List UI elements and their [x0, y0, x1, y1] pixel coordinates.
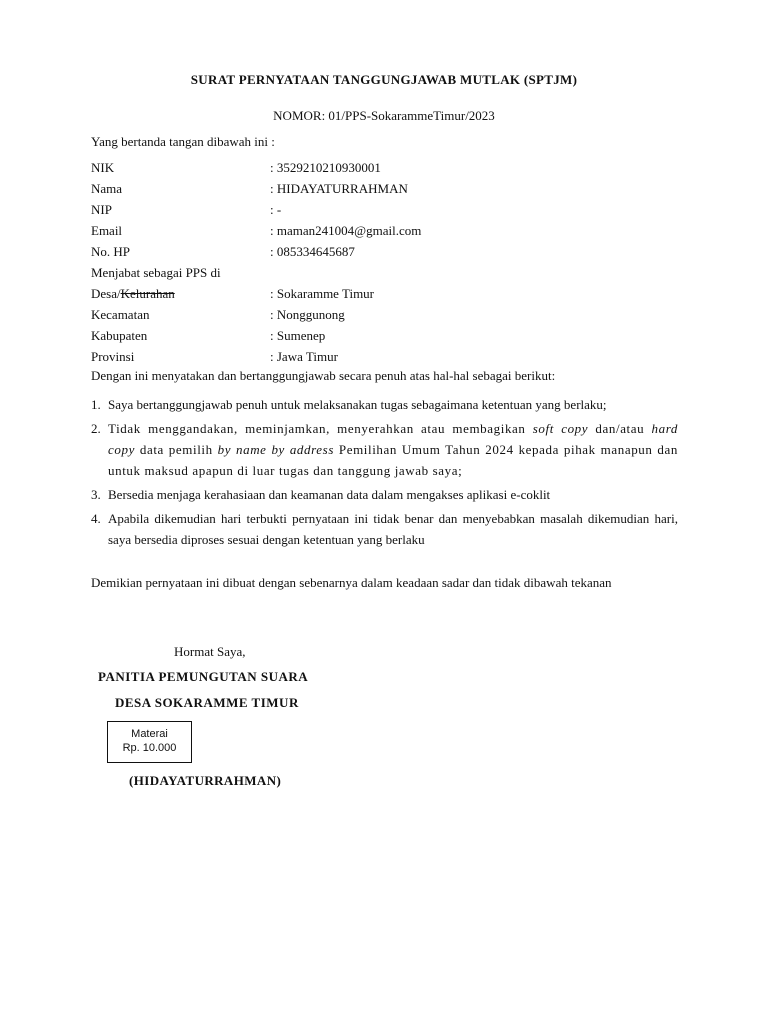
- list-number: 2.: [91, 421, 101, 436]
- field-label: Kabupaten: [91, 328, 148, 343]
- field-value: : Jawa Timur: [270, 349, 338, 364]
- materai-label: Materai: [131, 728, 168, 740]
- field-row-email: [91, 220, 681, 241]
- italic-by-name-by-address: by name by address: [217, 442, 334, 457]
- materai-stamp-box: [107, 721, 192, 763]
- declaration-text: Dengan ini menyatakan dan bertanggungjawab secara penuh atas hal-hal sebagai berikut:: [91, 368, 556, 383]
- list-number: 3.: [91, 487, 101, 502]
- list-text: Bersedia menjaga kerahasiaan dan keamanan data dalam mengakses aplikasi e-coklit: [108, 487, 551, 502]
- field-label: NIK: [91, 160, 115, 175]
- field-label: Kecamatan: [91, 307, 150, 322]
- list-number: 1.: [91, 397, 101, 412]
- text-segment: Tidak menggandakan, meminjamkan, menyerahkan atau membagikan: [108, 421, 533, 436]
- field-value: : HIDAYATURRAHMAN: [270, 181, 408, 196]
- field-value: : 085334645687: [270, 244, 355, 259]
- field-row-desa: [91, 283, 681, 304]
- organization-line-2: DESA SOKARAMME TIMUR: [115, 695, 299, 710]
- list-item: [91, 484, 678, 505]
- field-row-nip: [91, 199, 681, 220]
- hormat-text: Hormat Saya,: [174, 644, 246, 659]
- list-text: Apabila dikemudian hari terbukti pernyataan ini tidak benar dan menyebabkan masalah dikemudian hari, saya bersedia diproses sesuai dengan ketentuan yang berlaku: [108, 511, 678, 547]
- field-label: Provinsi: [91, 349, 135, 364]
- field-row-kabupaten: [91, 325, 681, 346]
- field-row-provinsi: [91, 346, 681, 367]
- statement-list: [91, 394, 678, 553]
- closing-text: Demikian pernyataan ini dibuat dengan sebenarnya dalam keadaan sadar dan tidak dibawah tekanan: [91, 575, 612, 590]
- list-item: [91, 418, 678, 481]
- field-label: No. HP: [91, 244, 131, 259]
- text-segment: data pemilih: [134, 442, 218, 457]
- identity-fields: [91, 157, 681, 367]
- field-value: : Sokaramme Timur: [270, 286, 375, 301]
- field-value: : -: [270, 202, 282, 217]
- jabatan-text: Menjabat sebagai PPS di: [91, 265, 221, 280]
- field-row-kecamatan: [91, 304, 681, 325]
- list-text: [108, 418, 678, 481]
- field-label: Email: [91, 223, 123, 238]
- field-row-phone: [91, 241, 681, 262]
- document-number: NOMOR: 01/PPS-SokarammeTimur/2023: [273, 108, 495, 123]
- list-item: [91, 508, 678, 550]
- text-segment: Pemilihan Umum Tahun 2024 kepada pihak manapun dan untuk maksud apapun di luar tugas dan tanggung jawab saya;: [108, 442, 678, 478]
- field-value: : maman241004@gmail.com: [270, 223, 422, 238]
- list-number: 4.: [91, 511, 101, 526]
- list-text: Saya bertanggungjawab penuh untuk melaksanakan tugas sebagaimana ketentuan yang berlaku;: [108, 397, 607, 412]
- text-segment: dan/atau: [588, 421, 652, 436]
- signer-name: (HIDAYATURRAHMAN): [129, 773, 282, 788]
- field-label-desa: [91, 283, 270, 304]
- organization-line-1: PANITIA PEMUNGUTAN SUARA: [98, 669, 309, 684]
- field-label: NIP: [91, 202, 112, 217]
- italic-soft-copy: soft copy: [532, 421, 589, 436]
- field-row-nik: [91, 157, 681, 178]
- kelurahan-struck-text: Kelurahan: [120, 286, 175, 301]
- intro-text: Yang bertanda tangan dibawah ini :: [91, 134, 275, 149]
- desa-label-text: Desa/: [91, 286, 121, 301]
- field-row-nama: [91, 178, 681, 199]
- jabatan-row: [91, 262, 681, 283]
- document-title: SURAT PERNYATAAN TANGGUNGJAWAB MUTLAK (SPTJM): [190, 72, 578, 87]
- list-item: [91, 394, 678, 415]
- italic-hard-copy: hard copy: [108, 421, 678, 457]
- field-value: : Nonggunong: [270, 307, 345, 322]
- field-label: Nama: [91, 181, 123, 196]
- field-value: : 3529210210930001: [270, 160, 381, 175]
- field-value: : Sumenep: [270, 328, 326, 343]
- materai-value: Rp. 10.000: [122, 742, 177, 754]
